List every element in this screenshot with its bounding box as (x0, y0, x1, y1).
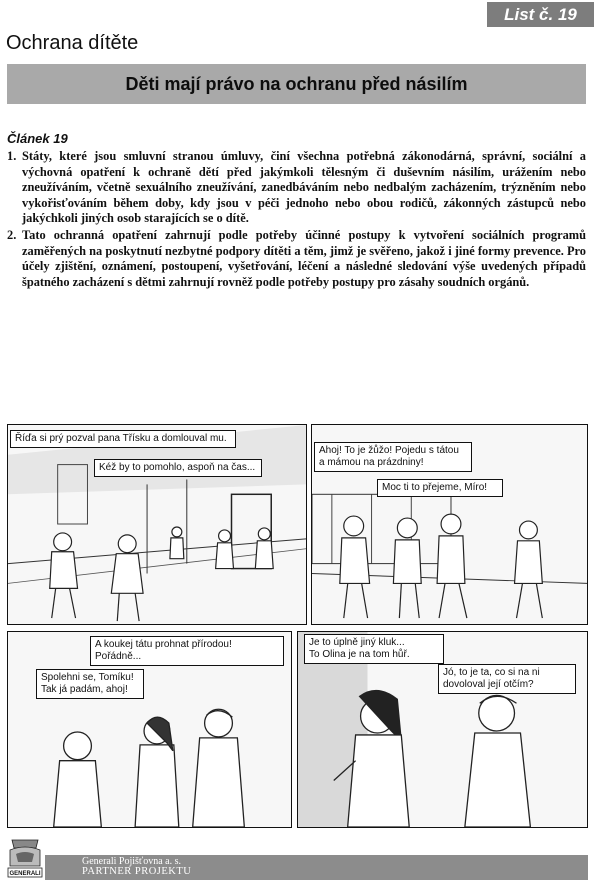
section-title: Ochrana dítěte (6, 32, 139, 54)
speech-bubble: Ahoj! To je žůžo! Pojedu s tátou a mámou na prázdniny! (314, 442, 472, 472)
sponsor-partner-label: PARTNER PROJEKTU (82, 866, 192, 877)
article-paragraph (7, 228, 586, 290)
paragraph-text: Tato ochranná opatření zahrnují podle potřeby účinné postupy k vytvoření sociálních programů zaměřených na poskytnutí nezbytné podpory dítěti a těm, jimž je svěřeno, jakož i jiné formy prevence. Pro účely zjištění, oznámení, postoupení, vyšetřování, léčení a následné sledování výše uvedených případů špatného zacházení s dětmi zahrnují rovněž podle potřeby postupy pro zásahy soudních orgánů. (22, 227, 586, 289)
topic-banner-text: Děti mají právo na ochranu před násilím (125, 73, 468, 94)
speech-bubble: Spolehni se, Tomíku! Tak já padám, ahoj! (36, 669, 144, 699)
topic-banner (7, 64, 586, 104)
comic-panel-1 (7, 424, 307, 625)
footer-sponsor (82, 857, 191, 877)
speech-bubble: Kéž by to pomohlo, aspoň na čas... (94, 459, 262, 477)
speech-bubble: Jó, to je ta, co si na ni dovoloval její otčím? (438, 664, 576, 694)
sheet-number-label: List č. 19 (487, 2, 594, 27)
logo-text: GENERALI (9, 871, 41, 877)
comic-panel-3 (7, 631, 292, 828)
article-body (7, 149, 586, 291)
speech-bubble: Je to úplně jiný kluk... To Olina je na tom hůř. (304, 634, 444, 664)
sponsor-name: Generali Pojišťovna a. s. (82, 856, 181, 867)
paragraph-number: 2. (7, 227, 17, 242)
paragraph-text: Státy, které jsou smluvní stranou úmluvy, činí všechna potřebná zákonodárná, správní, sociální a výchovná opatření k ochraně dětí před jakýmkoli tělesným či duševním násilím, urážením nebo zneužíváním, včetně sexuálního zneužívání, zanedbáváním nebo nedbalým zacházením, trýzněním nebo vykořisťováním během doby, kdy jsou v péči jednoho nebo obou rodičů, zákonných zástupců nebo jakýchkoli jiných osob starajících se o dítě. (22, 149, 586, 226)
comic-panel-2 (311, 424, 588, 625)
comic-panel-4 (297, 631, 588, 828)
article-paragraph (7, 149, 586, 227)
corridor-illustration (8, 425, 306, 624)
speech-bubble: A koukej tátu prohnat přírodou! Pořádně... (90, 636, 284, 666)
paragraph-number: 1. (7, 149, 17, 163)
article-title: Článek 19 (7, 131, 68, 146)
generali-logo (6, 838, 44, 878)
speech-bubble: Moc ti to přejeme, Míro! (377, 479, 503, 497)
speech-bubble: Říďa si prý pozval pana Třísku a domlouval mu. (10, 430, 236, 448)
